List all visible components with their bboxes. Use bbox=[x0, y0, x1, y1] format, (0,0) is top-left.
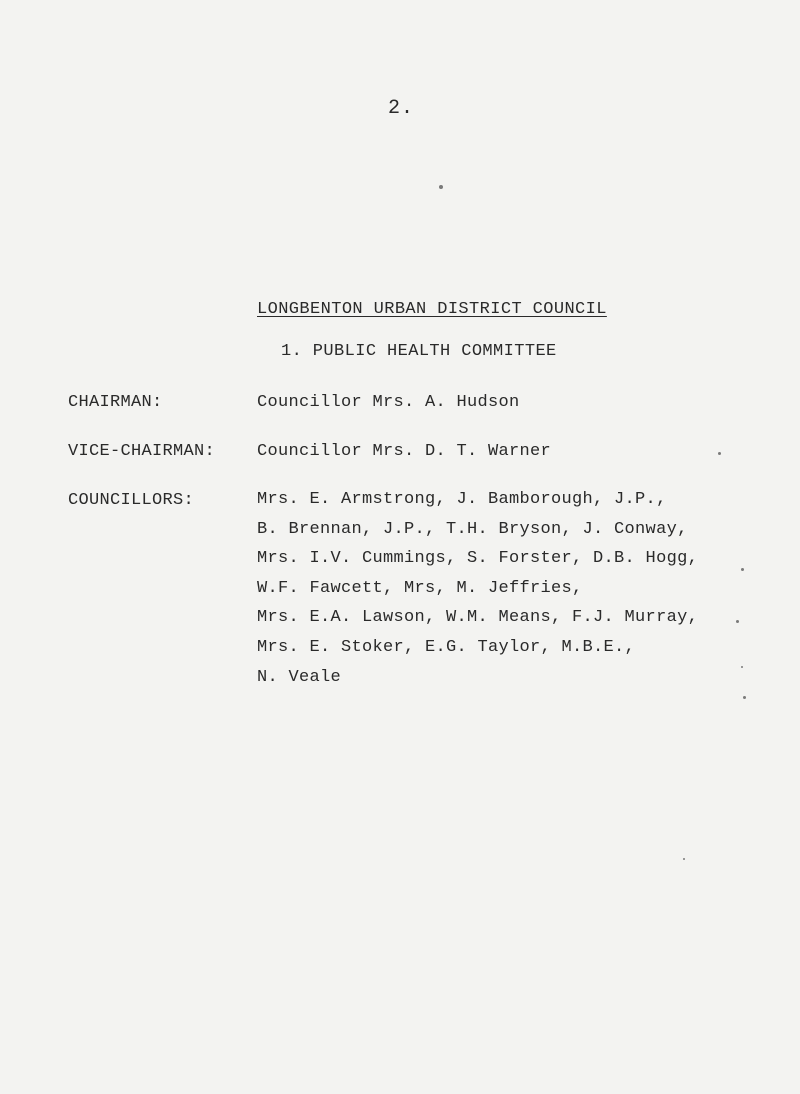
chairman-name: Councillor Mrs. A. Hudson bbox=[257, 393, 520, 412]
scan-speck bbox=[743, 696, 746, 699]
councillors-line: Mrs. E.A. Lawson, W.M. Means, F.J. Murray, bbox=[257, 608, 699, 628]
councillors-line: W.F. Fawcett, Mrs, M. Jeffries, bbox=[257, 578, 583, 598]
scan-speck bbox=[741, 666, 743, 668]
scan-speck bbox=[736, 620, 739, 623]
scan-speck bbox=[683, 858, 685, 860]
scan-speck bbox=[439, 185, 443, 189]
vice-chairman-label: VICE-CHAIRMAN: bbox=[68, 442, 216, 461]
councillors-line: Mrs. E. Armstrong, J. Bamborough, J.P., bbox=[257, 490, 667, 509]
councillors-line: N. Veale bbox=[257, 667, 342, 687]
councillors-label: COUNCILLORS: bbox=[68, 491, 195, 510]
scan-speck bbox=[718, 452, 721, 455]
councillors-line: Mrs. E. Stoker, E.G. Taylor, M.B.E., bbox=[257, 637, 636, 657]
councillors-line: Mrs. I.V. Cummings, S. Forster, D.B. Hogg, bbox=[257, 549, 699, 569]
councillors-line: B. Brennan, J.P., T.H. Bryson, J. Conway, bbox=[257, 519, 688, 539]
chairman-label: CHAIRMAN: bbox=[68, 393, 163, 412]
vice-chairman-name: Councillor Mrs. D. T. Warner bbox=[257, 442, 552, 461]
councillors-list bbox=[257, 491, 698, 692]
council-title: LONGBENTON URBAN DISTRICT COUNCIL bbox=[257, 300, 607, 319]
scan-speck bbox=[741, 568, 744, 571]
page-number: 2. bbox=[388, 97, 415, 120]
committee-title: 1. PUBLIC HEALTH COMMITTEE bbox=[281, 342, 557, 361]
